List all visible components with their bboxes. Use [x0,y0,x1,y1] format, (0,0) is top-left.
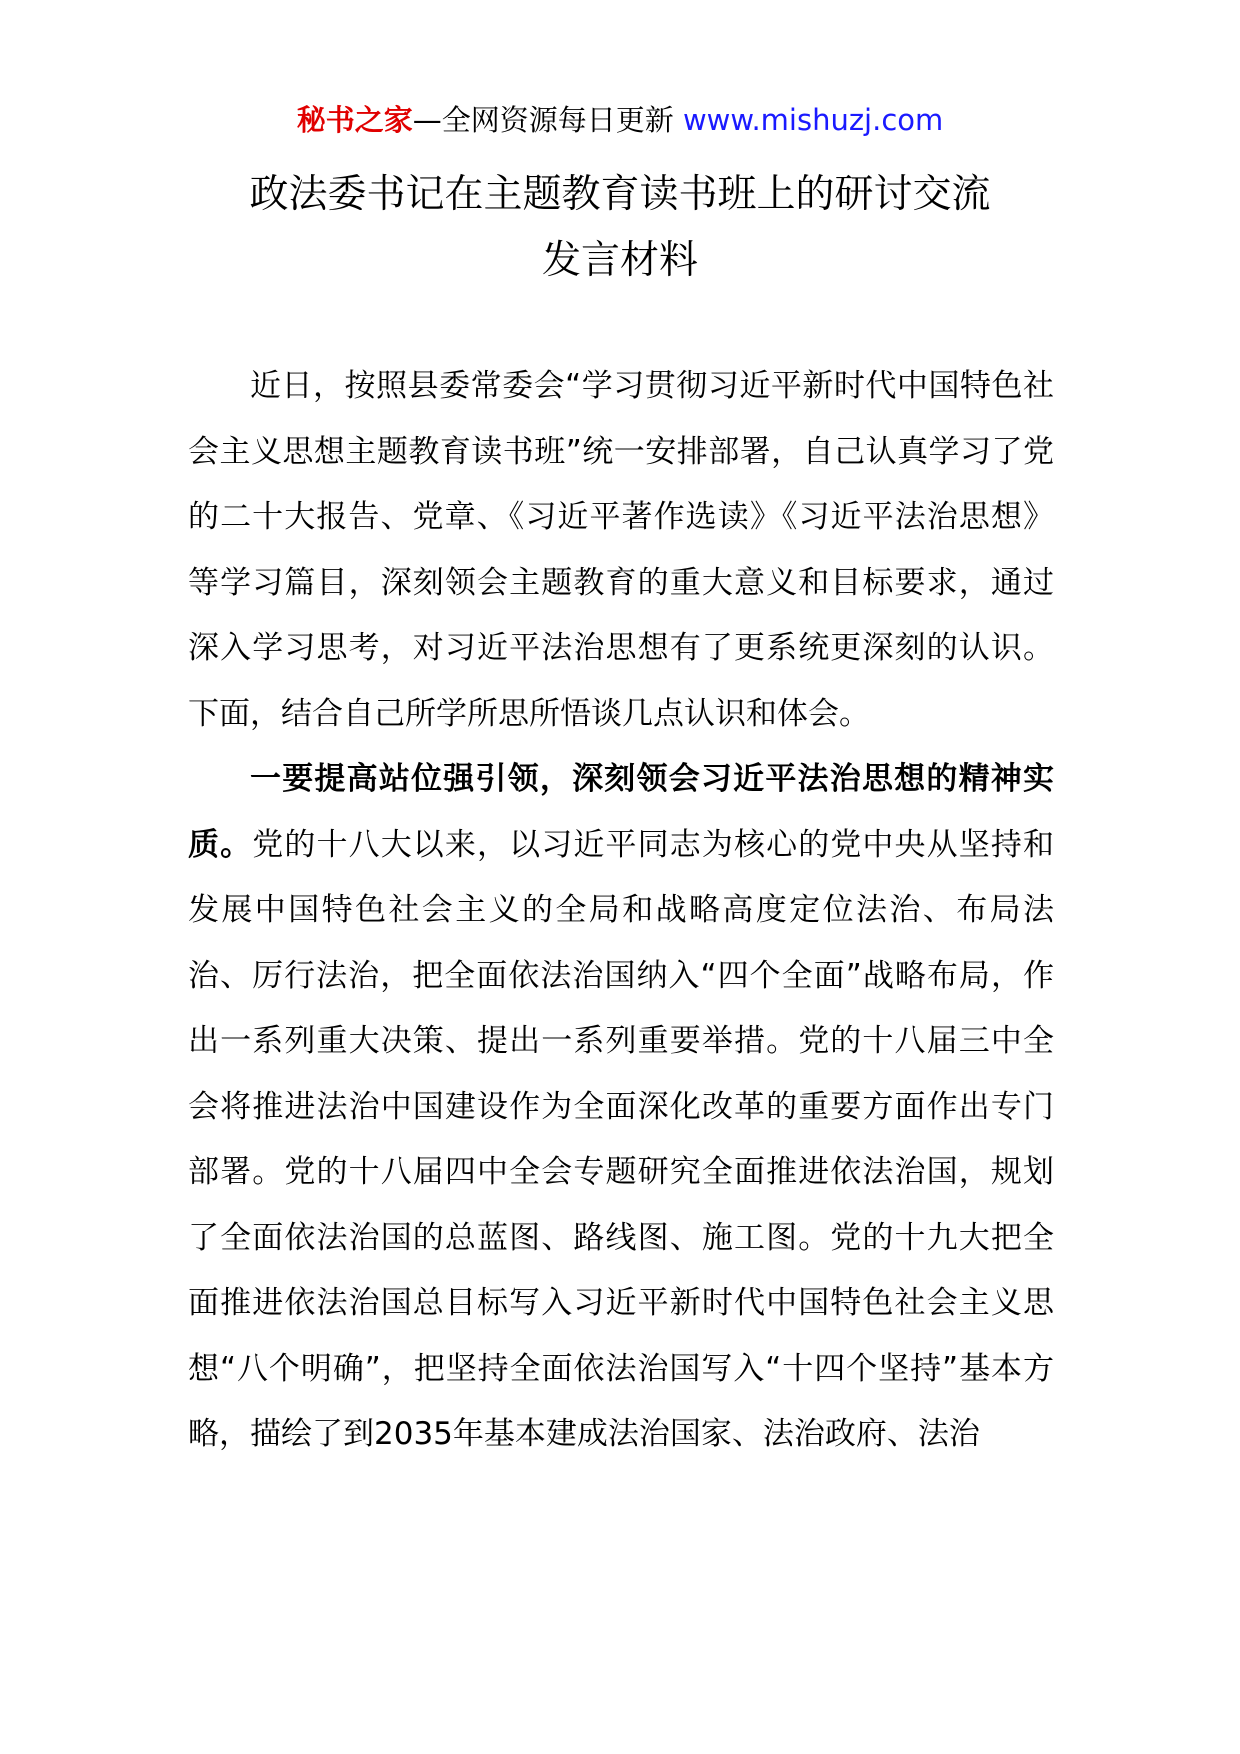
site-url-link[interactable]: www.mishuzj.com [682,103,944,137]
paragraph-intro [188,354,1054,747]
paragraph-text: 党的十八大以来，以习近平同志为核心的党中央从坚持和发展中国特色社会主义的全局和战略高度定位法治、布局法治、厉行法治，把全面依法治国纳入“四个全面”战略布局，作出一系列重大决策、提出一系列重要举措。党的十八届三中全会将推进法治中国建设作为全面深化改革的重要方面作出专门部署。党的十八届四中全会专题研究全面推进依法治国，规划了全面依法治国的总蓝图、路线图、施工图。党的十九大把全面推进依法治国总目标写入习近平新时代中国特色社会主义思想“八个明确”，把坚持全面依法治国写入“十四个坚持”基本方略，描绘了到2035年基本建成法治国家、法治政府、法治 [188,826,1055,1452]
title-line-1: 政法委书记在主题教育读书班上的研讨交流 [249,172,991,217]
brand-name: 秘书之家 [296,103,413,137]
paragraph-point-one [188,747,1054,1468]
paragraph-lead-heading: 一要提高站位强引领，深刻领会习近平法治思想的精神实质。 [188,761,1054,863]
title-line-2: 发言材料 [541,238,698,283]
paragraph-text: 近日，按照县委常委会“学习贯彻习近平新时代中国特色社会主义思想主题教育读书班”统一安排部署，自己认真学习了党的二十大报告、党章、《习近平著作选读》《习近平法治思想》等学习篇目，深刻领会主题教育的重大意义和目标要求，通过深入学习思考，对习近平法治思想有了更系统更深刻的认识。下面，结合自己所学所思所悟谈几点认识和体会。 [188,368,1054,732]
header-tagline: —全网资源每日更新 [412,103,674,137]
site-header [0,100,1240,140]
document-title [0,162,1240,294]
document-body [188,354,1054,1468]
